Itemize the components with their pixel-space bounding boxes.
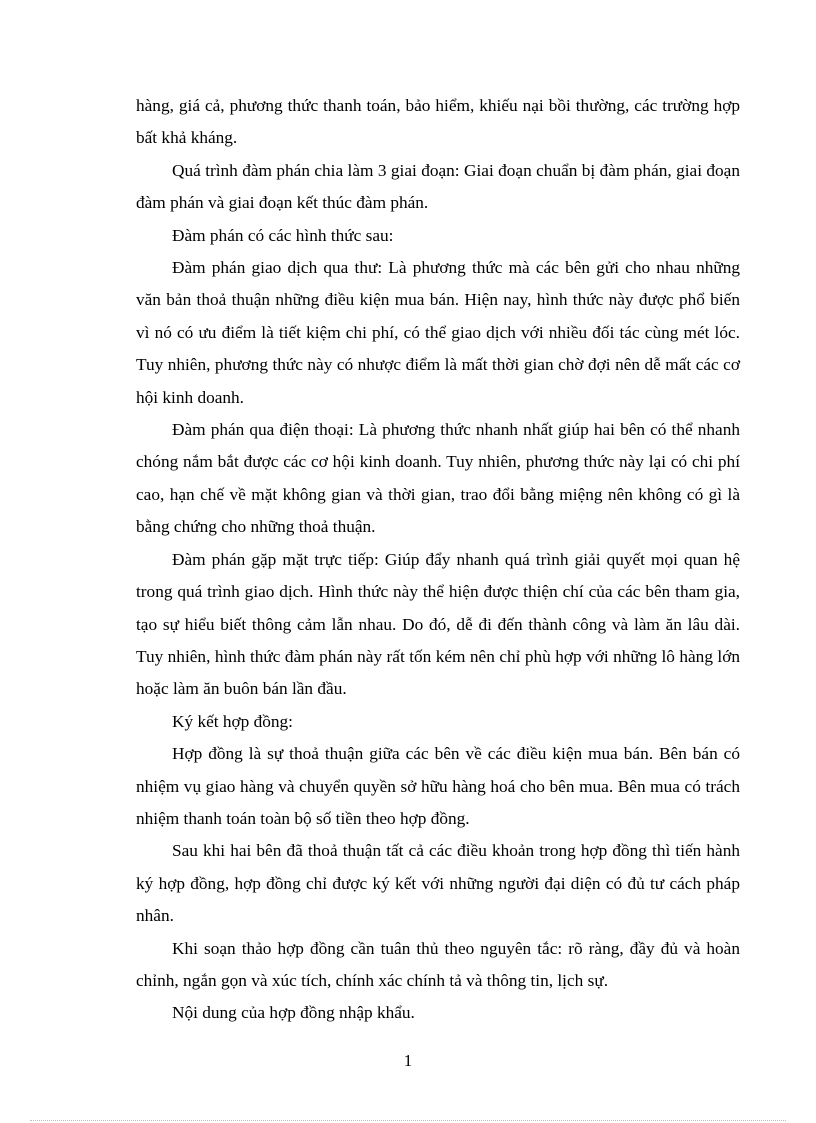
paragraph-import-contract-content: Nội dung của hợp đồng nhập khẩu. bbox=[172, 1003, 415, 1023]
paragraph-negotiation-forms-heading: Đàm phán có các hình thức sau: bbox=[172, 225, 394, 245]
paragraph-contract-definition: Hợp đồng là sự thoả thuận giữa các bên về các điều kiện mua bán. Bên bán có nhiệm vụ giao hàng và chuyển quyền sở hữu hàng hoá cho bên mua. Bên mua có trách nhiệm thanh toán toàn bộ số tiền theo hợp đồng. bbox=[136, 744, 740, 828]
paragraph-contract-signing-heading: Ký kết hợp đồng: bbox=[172, 711, 293, 731]
paragraph-continuation: hàng, giá cả, phương thức thanh toán, bảo hiểm, khiếu nại bồi thường, các trường hợp bất khả kháng. bbox=[136, 96, 740, 148]
paragraph-negotiation-by-letter: Đàm phán giao dịch qua thư: Là phương thức mà các bên gửi cho nhau những văn bản thoả thuận những điều kiện mua bán. Hiện nay, hình thức này được phổ biến vì nó có ưu điểm là tiết kiệm chi phí, có thể giao dịch với nhiều đối tác cùng mét lóc. Tuy nhiên, phương thức này có nhược điểm là mất thời gian chờ đợi nên dễ mất các cơ hội kinh doanh. bbox=[136, 258, 740, 407]
page-number: 1 bbox=[403, 1051, 413, 1070]
paragraph-contract-signing: Sau khi hai bên đã thoả thuận tất cả các điều khoản trong hợp đồng thì tiến hành ký hợp đồng, hợp đồng chỉ được ký kết với những người đại diện có đủ tư cách pháp nhân. bbox=[136, 841, 740, 926]
body-text bbox=[136, 90, 740, 1030]
paragraph-negotiation-in-person: Đàm phán gặp mặt trực tiếp: Giúp đẩy nhanh quá trình giải quyết mọi quan hệ trong quá trình giao dịch. Hình thức này thể hiện được thiện chí của các bên tham gia, tạo sự hiểu biết thông cảm lẫn nhau. Do đó, dễ đi đến thành công và làm ăn lâu dài. Tuy nhiên, hình thức đàm phán này rất tốn kém nên chỉ phù hợp với những lô hàng lớn hoặc làm ăn buôn bán lần đầu. bbox=[136, 549, 740, 699]
paragraph-negotiation-by-phone: Đàm phán qua điện thoại: Là phương thức nhanh nhất giúp hai bên có thể nhanh chóng nắm bắt được các cơ hội kinh doanh. Tuy nhiên, phương thức này lại có chi phí cao, hạn chế về mặt không gian và thời gian, trao đổi bằng miệng nên không có gì là bằng chứng cho những thoả thuận. bbox=[136, 420, 740, 537]
page-bottom-divider bbox=[30, 1120, 786, 1121]
paragraph-negotiation-stages: Quá trình đàm phán chia làm 3 giai đoạn: Giai đoạn chuẩn bị đàm phán, giai đoạn đàm phán và giai đoạn kết thúc đàm phán. bbox=[136, 160, 740, 213]
paragraph-contract-drafting-principles: Khi soạn thảo hợp đồng cần tuân thủ theo nguyên tắc: rõ ràng, đầy đủ và hoàn chỉnh, ngắn gọn và xúc tích, chính xác chính tả và thông tin, lịch sự. bbox=[136, 938, 740, 990]
